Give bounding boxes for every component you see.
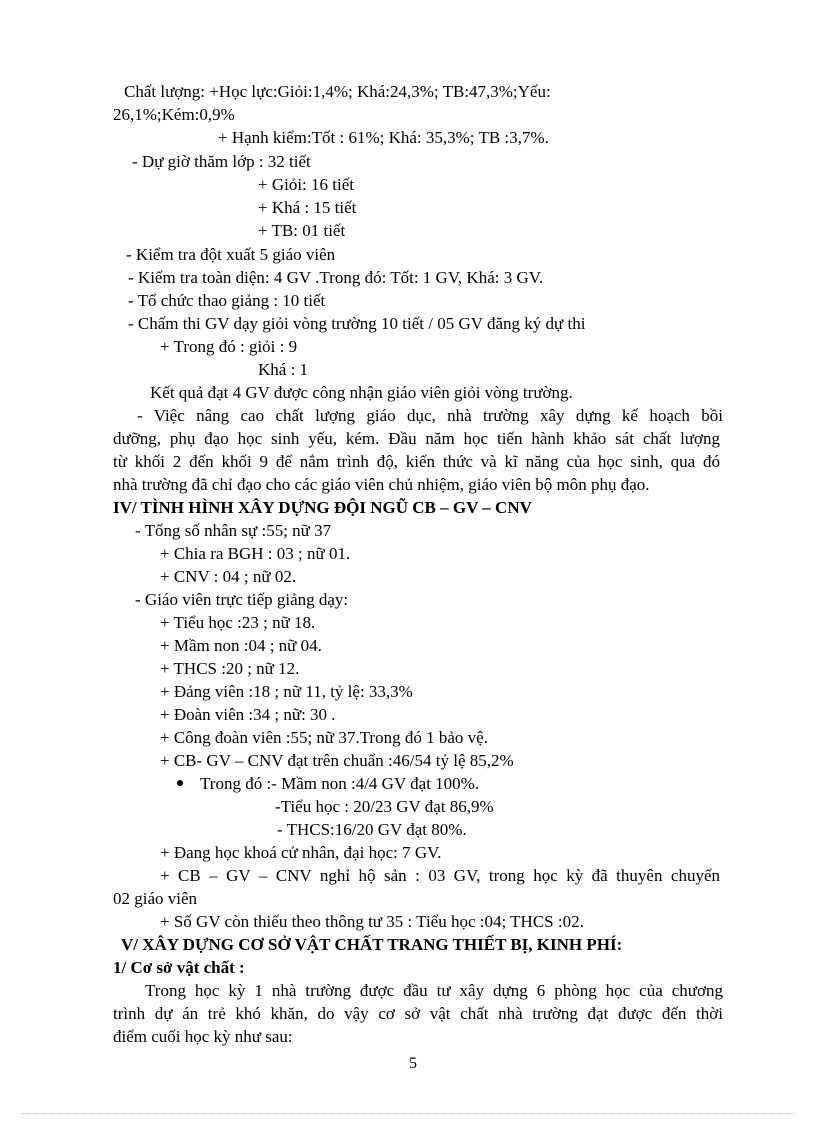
youth-members: + Đoàn viên :34 ; nữ: 30 . xyxy=(160,705,336,724)
good-teacher-contest: - Chấm thi GV dạy giỏi vòng trường 10 tiết / 05 GV đăng ký dự thi xyxy=(128,314,586,333)
bullet-icon xyxy=(177,780,183,786)
standard-breakdown-primary: -Tiểu học : 20/23 GV đạt 86,9% xyxy=(275,797,494,816)
teachers-preschool: + Mầm non :04 ; nữ 04. xyxy=(160,636,322,655)
standard-breakdown-secondary: - THCS:16/20 GV đạt 80%. xyxy=(277,820,467,839)
quality-paragraph-1: - Việc nâng cao chất lượng giáo dục, nhà trường xây dựng kế hoạch bồi xyxy=(137,406,723,425)
section-iv-heading: IV/ TÌNH HÌNH XÂY DỰNG ĐỘI NGŨ CB – GV – CNV xyxy=(113,498,532,517)
quality-paragraph-4: nhà trường đã chỉ đạo cho các giáo viên chủ nhiệm, giáo viên bộ môn phụ đạo. xyxy=(113,475,650,494)
full-inspection: - Kiểm tra toàn diện: 4 GV .Trong đó: Tốt: 1 GV, Khá: 3 GV. xyxy=(128,268,544,287)
observation-fair: + Khá : 15 tiết xyxy=(258,198,357,217)
quality-line-cont: 26,1%;Kém:0,9% xyxy=(113,105,235,124)
conduct-line: + Hạnh kiểm:Tốt : 61%; Khá: 35,3%; TB :3,7%. xyxy=(218,128,549,147)
teachers-primary: + Tiểu học :23 ; nữ 18. xyxy=(160,613,316,632)
teachers-heading: - Giáo viên trực tiếp giảng dạy: xyxy=(135,590,349,609)
above-standard: + CB- GV – CNV đạt trên chuẩn :46/54 tỷ lệ 85,2% xyxy=(160,751,514,770)
demo-teaching: - Tổ chức thao giảng : 10 tiết xyxy=(128,291,326,310)
union-members: + Công đoàn viên :55; nữ 37.Trong đó 1 bảo vệ. xyxy=(160,728,488,747)
class-observation-line: - Dự giờ thăm lớp : 32 tiết xyxy=(132,152,311,171)
party-members: + Đảng viên :18 ; nữ 11, tỷ lệ: 33,3% xyxy=(160,682,413,701)
facilities-paragraph-1: Trong học kỳ 1 nhà trường được đầu tư xây dựng 6 phòng học của chương xyxy=(145,981,723,1000)
maternity-leave: + CB – GV – CNV nghỉ hộ sản : 03 GV, trong học kỳ đã thuyên chuyển xyxy=(160,866,720,885)
quality-paragraph-2: dưỡng, phụ đạo học sinh yếu, kém. Đầu năm học tiến hành khảo sát chất lượng xyxy=(113,429,720,448)
studying-degree: + Đang học khoá cử nhân, đại học: 7 GV. xyxy=(160,843,442,862)
subsection-facilities-heading: 1/ Cơ sở vật chất : xyxy=(113,958,245,977)
teachers-secondary: + THCS :20 ; nữ 12. xyxy=(160,659,300,678)
facilities-paragraph-2: trình dự án trẻ khó khăn, do vậy cơ sở vật chất nhà trường đạt được đến thời xyxy=(113,1004,723,1023)
staff-total: - Tổng số nhân sự :55; nữ 37 xyxy=(135,521,332,540)
quality-paragraph-3: từ khối 2 đến khối 9 để nắm trình độ, kiến thức và kĩ năng của học sinh, qua đó xyxy=(113,452,720,471)
staff-board: + Chia ra BGH : 03 ; nữ 01. xyxy=(160,544,351,563)
facilities-paragraph-3: điểm cuối học kỳ như sau: xyxy=(113,1027,293,1046)
staff-cnv: + CNV : 04 ; nữ 02. xyxy=(160,567,297,586)
page-number: 5 xyxy=(409,1055,417,1072)
contest-fair: Khá : 1 xyxy=(258,360,309,379)
page-break-divider xyxy=(22,1113,794,1114)
standard-breakdown-preschool: Trong đó :- Mầm non :4/4 GV đạt 100%. xyxy=(200,774,480,793)
contest-good: + Trong đó : giỏi : 9 xyxy=(160,337,298,356)
surprise-inspection: - Kiểm tra đột xuất 5 giáo viên xyxy=(126,245,336,264)
maternity-leave-cont: 02 giáo viên xyxy=(113,889,198,908)
quality-line: Chất lượng: +Học lực:Giỏi:1,4%; Khá:24,3%; TB:47,3%;Yếu: xyxy=(124,82,551,101)
observation-average: + TB: 01 tiết xyxy=(258,221,346,240)
contest-result: Kết quả đạt 4 GV được công nhận giáo viên giỏi vòng trường. xyxy=(150,383,573,402)
observation-good: + Giỏi: 16 tiết xyxy=(258,175,354,194)
section-v-heading: V/ XÂY DỰNG CƠ SỞ VẬT CHẤT TRANG THIẾT BỊ, KINH PHÍ: xyxy=(121,935,623,954)
teacher-shortage: + Số GV còn thiếu theo thông tư 35 : Tiểu học :04; THCS :02. xyxy=(160,912,584,931)
